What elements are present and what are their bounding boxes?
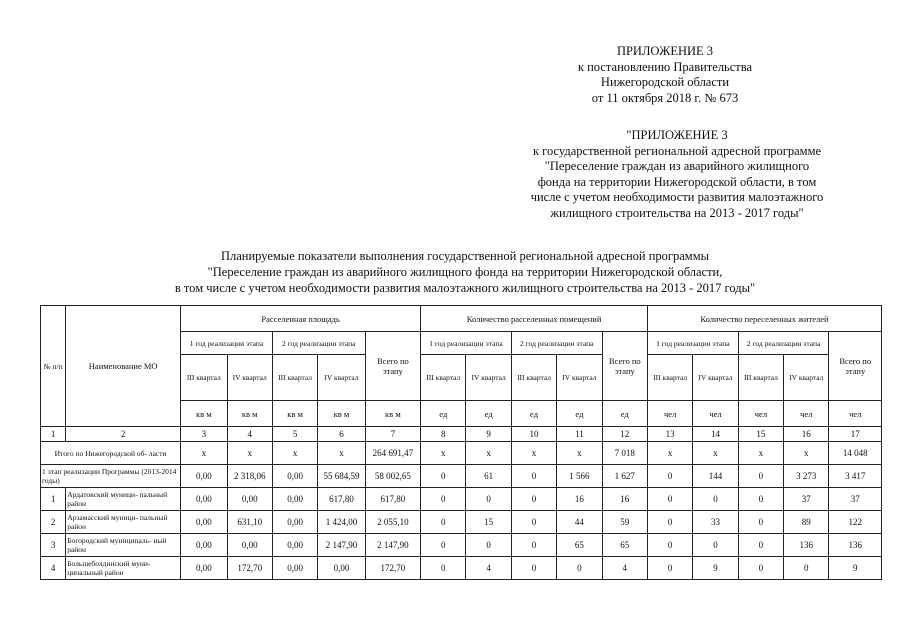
value-cell: 0 bbox=[511, 511, 556, 534]
value-cell: 0,00 bbox=[318, 557, 365, 580]
header-year1: 1 год реализации этапа bbox=[181, 332, 273, 355]
header-group-people: Количество переселенных жителей bbox=[647, 306, 881, 332]
header-q3: III квартал bbox=[511, 355, 556, 401]
value-cell: 37 bbox=[829, 488, 882, 511]
unit-cell: ед bbox=[602, 401, 647, 427]
program-appendix-note bbox=[482, 128, 872, 221]
unit-cell: кв м bbox=[318, 401, 365, 427]
value-cell: 1 627 bbox=[602, 465, 647, 488]
value-cell: 0,00 bbox=[227, 488, 272, 511]
header-q4: IV квартал bbox=[318, 355, 365, 401]
value-cell: x bbox=[557, 442, 602, 465]
value-cell: 4 bbox=[466, 557, 511, 580]
value-cell: 264 691,47 bbox=[365, 442, 420, 465]
header-group-area: Расселенная площадь bbox=[181, 306, 421, 332]
unit-cell: чел bbox=[693, 401, 738, 427]
column-number-cell: 14 bbox=[693, 427, 738, 442]
value-cell: 4 bbox=[602, 557, 647, 580]
value-cell: 0 bbox=[647, 511, 692, 534]
value-cell: 0 bbox=[421, 557, 466, 580]
value-cell: 9 bbox=[693, 557, 738, 580]
value-cell: 617,80 bbox=[365, 488, 420, 511]
header-q3: III квартал bbox=[181, 355, 227, 401]
value-cell: x bbox=[227, 442, 272, 465]
value-cell: 3 417 bbox=[829, 465, 882, 488]
column-number-cell: 16 bbox=[784, 427, 829, 442]
row-name-cell: 1 этап реализации Программы (2013-2014 годы) bbox=[41, 465, 181, 488]
value-cell: 0 bbox=[511, 488, 556, 511]
unit-cell: чел bbox=[829, 401, 882, 427]
value-cell: 16 bbox=[602, 488, 647, 511]
value-cell: 0,00 bbox=[272, 488, 317, 511]
value-cell: 0 bbox=[557, 557, 602, 580]
unit-cell: кв м bbox=[181, 401, 227, 427]
header-year1: 1 год реализации этапа bbox=[647, 332, 738, 355]
header-group-rooms: Количество расселенных помещений bbox=[421, 306, 648, 332]
header-year2: 2 год реализации этапа bbox=[272, 332, 365, 355]
value-cell: 0 bbox=[421, 534, 466, 557]
value-cell: 1 566 bbox=[557, 465, 602, 488]
value-cell: 0 bbox=[421, 465, 466, 488]
value-cell: x bbox=[318, 442, 365, 465]
column-number-cell: 4 bbox=[227, 427, 272, 442]
column-number-cell: 7 bbox=[365, 427, 420, 442]
value-cell: 33 bbox=[693, 511, 738, 534]
value-cell: 0 bbox=[511, 557, 556, 580]
value-cell: 0,00 bbox=[272, 557, 317, 580]
program-appendix-line: жилищного строительства на 2013 - 2017 годы" bbox=[550, 205, 804, 220]
value-cell: x bbox=[647, 442, 692, 465]
row-num-cell: 2 bbox=[41, 511, 66, 534]
column-number-cell: 12 bbox=[602, 427, 647, 442]
header-year1: 1 год реализации этапа bbox=[421, 332, 512, 355]
table-row bbox=[41, 534, 882, 557]
value-cell: 7 018 bbox=[602, 442, 647, 465]
value-cell: 0,00 bbox=[272, 534, 317, 557]
unit-cell: ед bbox=[511, 401, 556, 427]
value-cell: 0 bbox=[511, 534, 556, 557]
value-cell: x bbox=[181, 442, 227, 465]
unit-cell: чел bbox=[738, 401, 783, 427]
value-cell: 2 147,90 bbox=[365, 534, 420, 557]
row-name-cell: Арзамасский муници- пальный район bbox=[66, 511, 181, 534]
header-q4: IV квартал bbox=[784, 355, 829, 401]
program-appendix-line: числе с учетом необходимости развития малоэтажного bbox=[530, 190, 824, 204]
program-appendix-line: "Переселение граждан из аварийного жилищного bbox=[544, 159, 810, 173]
government-decree-appendix-note bbox=[560, 44, 770, 106]
value-cell: 0 bbox=[784, 557, 829, 580]
value-cell: 55 684,59 bbox=[318, 465, 365, 488]
appendix-line: от 11 октября 2018 г. № 673 bbox=[591, 90, 739, 105]
column-number-row bbox=[41, 427, 882, 442]
header-q4: IV квартал bbox=[693, 355, 738, 401]
value-cell: 0 bbox=[738, 534, 783, 557]
header-year2: 2 год реализации этапа bbox=[738, 332, 829, 355]
value-cell: x bbox=[466, 442, 511, 465]
value-cell: 2 055,10 bbox=[365, 511, 420, 534]
program-appendix-line: фонда на территории Нижегородской области, в том bbox=[537, 174, 817, 189]
unit-cell: чел bbox=[647, 401, 692, 427]
column-number-cell: 15 bbox=[738, 427, 783, 442]
value-cell: 0 bbox=[466, 488, 511, 511]
value-cell: 631,10 bbox=[227, 511, 272, 534]
value-cell: 0 bbox=[421, 488, 466, 511]
value-cell: x bbox=[421, 442, 466, 465]
program-appendix-line: "ПРИЛОЖЕНИЕ 3 bbox=[626, 128, 728, 142]
indicators-table bbox=[40, 305, 882, 580]
value-cell: 59 bbox=[602, 511, 647, 534]
table-body bbox=[41, 306, 882, 580]
unit-cell: кв м bbox=[272, 401, 317, 427]
value-cell: 0,00 bbox=[181, 488, 227, 511]
value-cell: 0 bbox=[421, 511, 466, 534]
column-number-cell: 5 bbox=[272, 427, 317, 442]
value-cell: 122 bbox=[829, 511, 882, 534]
value-cell: 0 bbox=[738, 488, 783, 511]
value-cell: 0 bbox=[647, 488, 692, 511]
column-number-cell: 17 bbox=[829, 427, 882, 442]
header-row-groups bbox=[41, 306, 882, 332]
value-cell: 0,00 bbox=[272, 465, 317, 488]
value-cell: 0 bbox=[738, 465, 783, 488]
row-num-cell: 1 bbox=[41, 488, 66, 511]
value-cell: 172,70 bbox=[227, 557, 272, 580]
value-cell: 0,00 bbox=[181, 534, 227, 557]
value-cell: 0 bbox=[647, 465, 692, 488]
header-num: № п/п bbox=[41, 306, 66, 427]
value-cell: 0 bbox=[693, 534, 738, 557]
value-cell: 15 bbox=[466, 511, 511, 534]
value-cell: 3 273 bbox=[784, 465, 829, 488]
program-appendix-line: к государственной региональной адресной программе bbox=[532, 143, 822, 158]
document-title bbox=[40, 248, 890, 296]
row-name-cell: Богородский муниципаль- ный район bbox=[66, 534, 181, 557]
value-cell: 89 bbox=[784, 511, 829, 534]
header-q3: III квартал bbox=[421, 355, 466, 401]
value-cell: 0,00 bbox=[181, 511, 227, 534]
value-cell: 9 bbox=[829, 557, 882, 580]
value-cell: 136 bbox=[829, 534, 882, 557]
value-cell: 0 bbox=[511, 465, 556, 488]
header-name: Наименование МО bbox=[66, 306, 181, 427]
appendix-line: ПРИЛОЖЕНИЕ 3 bbox=[616, 44, 714, 58]
column-number-cell: 1 bbox=[41, 427, 66, 442]
value-cell: 44 bbox=[557, 511, 602, 534]
value-cell: 2 318,06 bbox=[227, 465, 272, 488]
value-cell: 0 bbox=[647, 534, 692, 557]
value-cell: 0 bbox=[647, 557, 692, 580]
unit-cell: ед bbox=[557, 401, 602, 427]
value-cell: 0,00 bbox=[272, 511, 317, 534]
appendix-line: к постановлению Правительства bbox=[577, 59, 753, 74]
unit-cell: кв м bbox=[227, 401, 272, 427]
header-total: Всего по этапу bbox=[829, 332, 882, 401]
value-cell: 0,00 bbox=[181, 465, 227, 488]
value-cell: 61 bbox=[466, 465, 511, 488]
column-number-cell: 2 bbox=[66, 427, 181, 442]
unit-cell: ед bbox=[421, 401, 466, 427]
header-q3: III квартал bbox=[647, 355, 692, 401]
column-number-cell: 11 bbox=[557, 427, 602, 442]
table-row bbox=[41, 442, 882, 465]
header-total: Всего по этапу bbox=[365, 332, 420, 401]
value-cell: 14 048 bbox=[829, 442, 882, 465]
value-cell: 65 bbox=[602, 534, 647, 557]
value-cell: 0 bbox=[693, 488, 738, 511]
row-name-cell: Итого по Нижегородской об- ласти bbox=[41, 442, 181, 465]
value-cell: 0 bbox=[738, 557, 783, 580]
value-cell: 2 147,90 bbox=[318, 534, 365, 557]
value-cell: 0 bbox=[738, 511, 783, 534]
unit-cell: ед bbox=[466, 401, 511, 427]
value-cell: 144 bbox=[693, 465, 738, 488]
value-cell: 58 002,65 bbox=[365, 465, 420, 488]
value-cell: 37 bbox=[784, 488, 829, 511]
appendix-line: Нижегородской области bbox=[600, 75, 730, 89]
row-num-cell: 3 bbox=[41, 534, 66, 557]
header-q4: IV квартал bbox=[466, 355, 511, 401]
value-cell: x bbox=[693, 442, 738, 465]
value-cell: 0,00 bbox=[227, 534, 272, 557]
value-cell: x bbox=[272, 442, 317, 465]
header-q4: IV квартал bbox=[557, 355, 602, 401]
value-cell: x bbox=[738, 442, 783, 465]
row-name-cell: Ардатовский муници- пальный район bbox=[66, 488, 181, 511]
value-cell: 16 bbox=[557, 488, 602, 511]
column-number-cell: 9 bbox=[466, 427, 511, 442]
column-number-cell: 8 bbox=[421, 427, 466, 442]
table-row bbox=[41, 557, 882, 580]
column-number-cell: 6 bbox=[318, 427, 365, 442]
row-num-cell: 4 bbox=[41, 557, 66, 580]
title-line: в том числе с учетом необходимости развития малоэтажного жилищного строительства на 2013 - 2017 годы" bbox=[174, 281, 756, 295]
title-line: "Переселение граждан из аварийного жилищного фонда на территории Нижегородской области, bbox=[207, 265, 723, 279]
value-cell: 617,80 bbox=[318, 488, 365, 511]
value-cell: x bbox=[511, 442, 556, 465]
unit-cell: чел bbox=[784, 401, 829, 427]
header-q4: IV квартал bbox=[227, 355, 272, 401]
title-line: Планируемые показатели выполнения государственной региональной адресной программы bbox=[220, 249, 710, 263]
row-name-cell: Большеболдинский муни- ципальный район bbox=[66, 557, 181, 580]
unit-cell: кв м bbox=[365, 401, 420, 427]
header-q3: III квартал bbox=[738, 355, 783, 401]
value-cell: 0,00 bbox=[181, 557, 227, 580]
column-number-cell: 10 bbox=[511, 427, 556, 442]
value-cell: x bbox=[784, 442, 829, 465]
header-q3: III квартал bbox=[272, 355, 317, 401]
table-row bbox=[41, 465, 882, 488]
column-number-cell: 3 bbox=[181, 427, 227, 442]
header-total: Всего по этапу bbox=[602, 332, 647, 401]
value-cell: 136 bbox=[784, 534, 829, 557]
value-cell: 0 bbox=[466, 534, 511, 557]
table-row bbox=[41, 488, 882, 511]
table-row bbox=[41, 511, 882, 534]
value-cell: 65 bbox=[557, 534, 602, 557]
value-cell: 172,70 bbox=[365, 557, 420, 580]
value-cell: 1 424,00 bbox=[318, 511, 365, 534]
header-year2: 2 год реализации этапа bbox=[511, 332, 602, 355]
column-number-cell: 13 bbox=[647, 427, 692, 442]
